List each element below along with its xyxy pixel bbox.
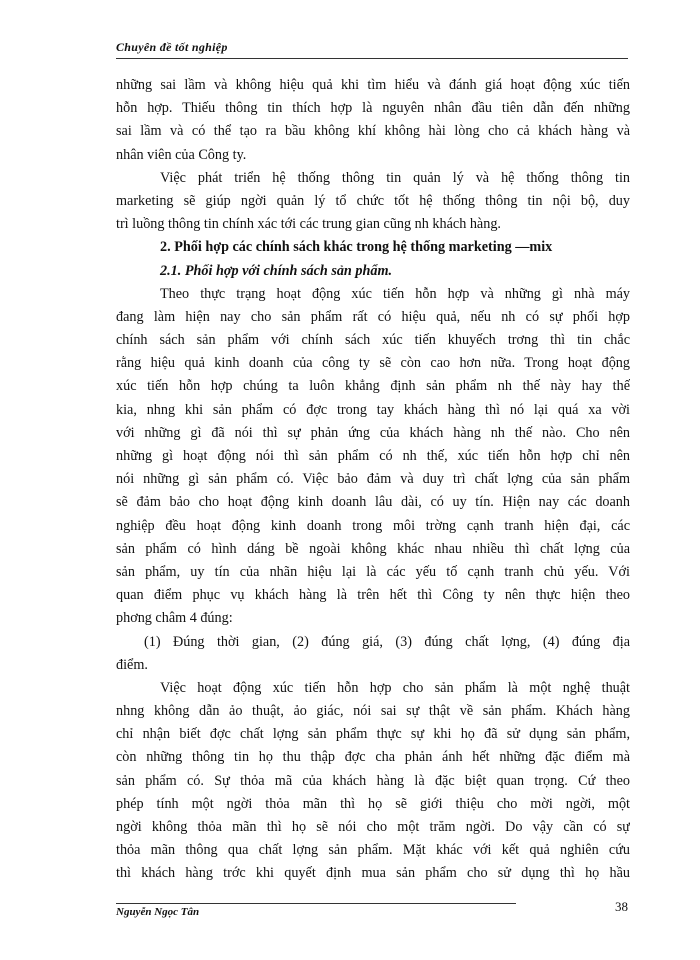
- paragraph-line: chính sách sản phẩm với chính sách xúc tiến khuyếch trơng thì tin chắc: [116, 332, 630, 349]
- paragraph-line: Theo thực trạng hoạt động xúc tiến hỗn hợp và những gì nhà máy: [160, 285, 630, 302]
- paragraph-line: nghiệp đều hoạt động kinh doanh trong môi trờng cạnh tranh hiện đại, các: [116, 517, 630, 534]
- paragraph-line: ngời không thỏa mãn thì họ sẽ nói cho một trăm ngời. Do vậy cần có sự: [116, 819, 630, 835]
- paragraph-line: chỉ nhận biết đợc chất lợng sản phẩm thực sự khi họ đã sử dụng sản phẩm,: [116, 726, 630, 743]
- paragraph-line: nhân viên của Công ty.: [116, 146, 247, 163]
- paragraph-line: sai lầm và có thể tạo ra bầu không khí không hài lòng cho cả khách hàng và: [116, 123, 630, 140]
- paragraph-line: trì luồng thông tin chính xác tới các trung gian cũng nh khách hàng.: [116, 216, 501, 233]
- paragraph-line: sẽ đảm bảo cho hoạt động kinh doanh lâu dài, có uy tín. Hiện nay các doanh: [116, 494, 630, 511]
- paragraph-line: nhng không dẫn ảo thuật, ảo giác, nói sai sự thật về sản phẩm. Khách hàng: [116, 703, 630, 720]
- paragraph-line: thỏa mãn thông qua chất lợng sản phẩm. Mặt khác với kết quả nghiên cứu: [116, 842, 630, 859]
- paragraph-line: còn những thông tin họ thu thập đợc cha phản ánh hết những đặc điểm mà: [116, 749, 630, 766]
- paragraph-line: marketing sẽ giúp ngời quản lý tổ chức tốt hệ thống thông tin nội bộ, duy: [116, 192, 630, 209]
- paragraph-line: rằng hiệu quả kinh doanh của công ty sẽ còn cao hơn nữa. Trong hoạt động: [116, 355, 630, 372]
- paragraph-line: thì khách hàng trớc khi quyết định mua sản phẩm cho sử dụng thì họ hầu: [116, 865, 630, 882]
- paragraph-line: với những gì đã nói thì sự phản ứng của khách hàng nh thế nào. Cho nên: [116, 424, 630, 441]
- paragraph-line: những sai lầm và không hiệu quả khi tìm hiểu và đánh giá hoạt động xúc tiến: [116, 77, 630, 93]
- paragraph-line: đang làm hiện nay cho sản phẩm rất có hiệu quả, nếu nh có sự phối hợp: [116, 308, 630, 325]
- list-line: (1) Đúng thời gian, (2) đúng giá, (3) đúng chất lợng, (4) đúng địa: [144, 633, 630, 650]
- paragraph-line: phơng châm 4 đúng:: [116, 610, 233, 627]
- footer-divider: [116, 903, 516, 904]
- paragraph-line: kia, nhng khi sản phẩm có đợc trong tay khách hàng thì nó lại quá xa vời: [116, 401, 630, 418]
- header-title: Chuyên đề tốt nghiệp: [116, 40, 228, 54]
- footer-author: Nguyễn Ngọc Tân: [116, 906, 200, 918]
- document-body: [116, 74, 630, 886]
- section-heading: 2. Phối hợp các chính sách khác trong hệ thống marketing —mix: [160, 239, 553, 256]
- paragraph-line: xúc tiến hỗn hợp chúng ta luôn khẳng định sản phẩm nh thế này hay thế: [116, 378, 630, 395]
- paragraph-line: phép tính một ngời thỏa mãn thì họ sẽ giới thiệu cho mời ngời, một: [116, 795, 630, 812]
- page-footer: [116, 899, 628, 918]
- paragraph-line: Việc hoạt động xúc tiến hỗn hợp cho sản phẩm là một nghệ thuật: [160, 679, 630, 696]
- paragraph-line: sản phẩm có. Sự thỏa mã của khách hàng là đặc biệt quan trọng. Cứ theo: [116, 772, 630, 789]
- paragraph-line: nói những gì sản phẩm có. Việc bảo đảm và duy trì chất lợng của sản phẩm: [116, 471, 630, 488]
- page-header: [116, 38, 628, 59]
- page-number: 38: [615, 899, 628, 914]
- paragraph-line: Việc phát triển hệ thống thông tin quản lý và hệ thống thông tin: [160, 169, 630, 186]
- subsection-heading: 2.1. Phối hợp với chính sách sản phẩm.: [160, 262, 393, 279]
- list-line: điểm.: [116, 656, 148, 673]
- paragraph-line: sản phẩm, uy tín của nhãn hiệu lại là các yếu tố cạnh tranh chủ yếu. Với: [116, 563, 630, 580]
- paragraph-line: những gì hoạt động nói thì sản phẩm có nh thế, xúc tiến hỗn hợp chỉ nên: [116, 448, 630, 464]
- paragraph-line: quan điểm phục vụ khách hàng là trên hết thì Công ty nên thực hiện theo: [116, 587, 630, 604]
- paragraph-line: sản phẩm có hình dáng bề ngoài không khác nhau nhiều thì chất lợng của: [116, 540, 630, 557]
- paragraph-line: hỗn hợp. Thiếu thông tin thích hợp là nguyên nhân đầu tiên dẫn đến những: [116, 100, 630, 117]
